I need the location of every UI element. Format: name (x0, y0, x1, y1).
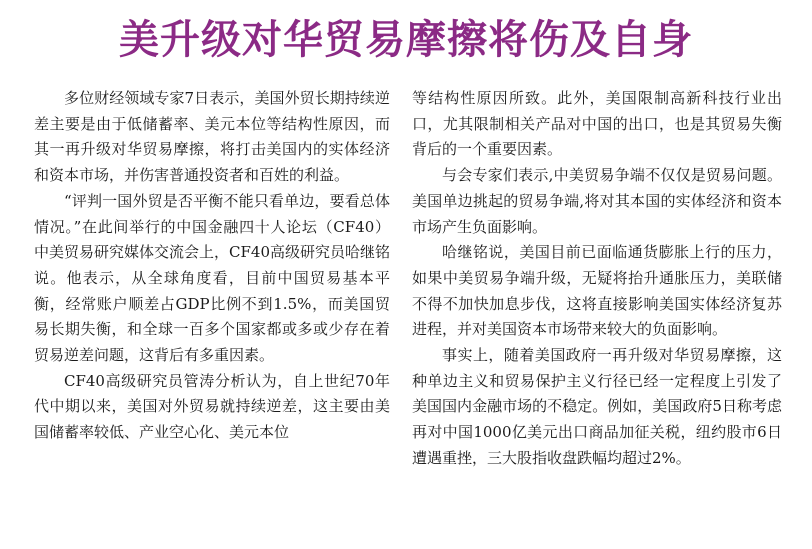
article-column-right (412, 86, 782, 472)
article-column-left (34, 86, 390, 446)
paragraph: 多位财经领域专家7日表示，美国外贸长期持续逆差主要是由于低储蓄率、美元本位等结构性原因，而其一再升级对华贸易摩擦，将打击美国内的实体经济和资本市场，并伤害普通投资者和百姓的利益。 (34, 89, 390, 185)
paragraph: CF40高级研究员管涛分析认为，自上世纪70年代中期以来，美国对外贸易就持续逆差，这主要由美国储蓄率较低、产业空心化、美元本位 (34, 371, 390, 442)
paragraph: “评判一国外贸是否平衡不能只看单边，要看总体情况。”在此间举行的中国金融四十人论坛（CF40）中美贸易研究媒体交流会上，CF40高级研究员哈继铭说。他表示，从全球角度看，目前中国贸易基本平衡，经常账户顺差占GDP比例不到1.5%，而美国贸易长期失衡，和全球一百多个国家都或多或少存在着贸易逆差问题，这背后有多重因素。 (34, 191, 390, 365)
paragraph: 哈继铭说，美国目前已面临通货膨胀上行的压力，如果中美贸易争端升级，无疑将抬升通胀压力，美联储不得不加快加息步伐，这将直接影响美国实体经济复苏进程，并对美国资本市场带来较大的负面影响。 (412, 243, 782, 339)
article-headline: 美升级对华贸易摩擦将伤及自身 (119, 17, 693, 63)
paragraph: 与会专家们表示,中美贸易争端不仅仅是贸易问题。美国单边挑起的贸易争端,将对其本国的实体经济和资本市场产生负面影响。 (412, 166, 782, 236)
paragraph-continuation: 等结构性原因所致。此外，美国限制高新科技行业出口，尤其限制相关产品对中国的出口，也是其贸易失衡背后的一个重要因素。 (412, 89, 782, 159)
paragraph: 事实上，随着美国政府一再升级对华贸易摩擦，这种单边主义和贸易保护主义行径已经一定程度上引发了美国国内金融市场的不稳定。例如，美国政府5日称考虑再对中国1000亿美元出口商品加征关税，纽约股市6日遭遇重挫，三大股指收盘跌幅均超过2%。 (412, 346, 782, 467)
